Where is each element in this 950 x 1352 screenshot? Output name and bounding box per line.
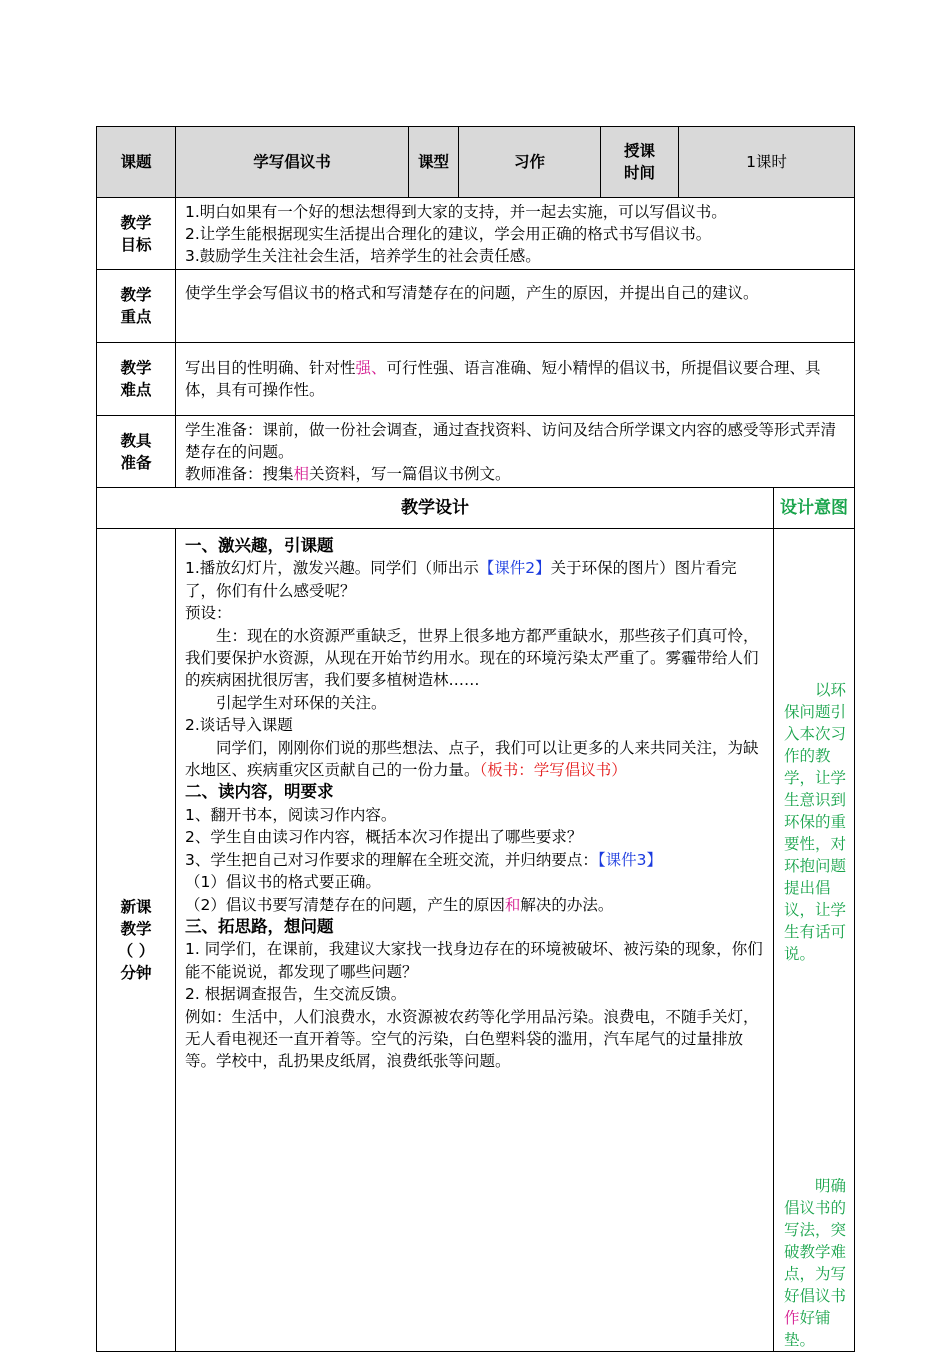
s2-r2-c: 解决的办法。 [520, 895, 614, 914]
section-3-title: 三、拓思路，想问题 [185, 916, 334, 936]
s2-l3-a: 3、学生把自己对习作要求的理解在全班交流，并归纳要点： [185, 850, 598, 869]
difficulty-label [97, 343, 176, 416]
design-intent [774, 529, 855, 1352]
design-head-left: 教学设计 [97, 488, 774, 529]
s1-para-1 [185, 557, 767, 602]
s1-p1-c: 关于环保的图片）图片看完了，你们有什么感受呢？ [185, 559, 737, 600]
side-label-line-4: 分钟 [120, 964, 152, 982]
section-2-title: 二、读内容，明要求 [185, 782, 334, 802]
s1-preset: 预设： [185, 604, 232, 623]
s1-para-2: 2.谈话导入课题 [185, 716, 293, 735]
teacher-prep-b: 相 [293, 465, 310, 483]
lesson-plan-table [96, 126, 855, 1352]
tools-row [97, 416, 855, 488]
topic-label: 课题 [97, 127, 176, 198]
s2-line-1: 1、翻开书本，阅读习作内容。 [185, 805, 397, 824]
blackboard-note: （板书：学写倡议书） [479, 761, 627, 780]
tools-label-line-2: 准备 [120, 453, 152, 472]
teacher-prep-c: 关资料，写一篇倡议书例文。 [309, 465, 511, 483]
difficulty-label-line-2: 难点 [120, 381, 152, 399]
type-value: 习作 [459, 127, 601, 198]
s2-requirement-2 [185, 894, 767, 916]
s1-answer: 生：现在的水资源严重缺乏，世界上很多地方都严重缺水，那些孩子们真可怜，我们要保护水资源，从现在开始节约用水。现在的环境污染太严重了。雾霾带给人们的疾病困扰很厉害，我们要多植树造林…… [185, 626, 759, 690]
s1-para-2-text [185, 737, 767, 782]
intent-1: 以环保问题引入本次习作的教学，让学生意识到环保的重要性，对环抱问题提出倡议，让学生有话可说。 [784, 681, 847, 963]
courseware-2-link: 【课件2】 [478, 559, 551, 578]
design-content [176, 529, 774, 1352]
hours-value: 1课时 [679, 127, 855, 198]
focus-label [97, 270, 176, 343]
difficulty-text-b: 强、 [355, 359, 387, 377]
goals-content [176, 198, 855, 270]
tools-label-line-1: 教具 [120, 431, 152, 450]
s3-line-1: 1. 同学们，在课前，我建议大家找一找身边存在的环境被破坏、被污染的现象，你们能不能说说，都发现了哪些问题？ [185, 940, 763, 981]
focus-text: 使学生学会写倡议书的格式和写清楚存在的问题，产生的原因，并提出自己的建议。 [185, 284, 759, 302]
focus-row [97, 270, 855, 343]
difficulty-row [97, 343, 855, 416]
difficulty-text-a: 写出目的性明确、针对性 [185, 359, 356, 377]
difficulty-text [185, 357, 848, 401]
s1-lead: 引起学生对环保的关注。 [216, 693, 387, 712]
goal-line: 3.鼓励学生关注社会生活，培养学生的社会责任感。 [185, 247, 541, 265]
side-label-line-1: 新课 [120, 898, 152, 916]
focus-label-line-1: 教学 [120, 286, 152, 304]
side-label-line-3: （ ） [117, 942, 155, 960]
focus-label-line-2: 重点 [120, 308, 152, 326]
time-label-line-1: 授课 [623, 142, 655, 160]
goal-line: 2.让学生能根据现实生活提出合理化的建议，学会用正确的格式书写倡议书。 [185, 225, 712, 243]
goal-line: 1.明白如果有一个好的想法想得到大家的支持，并一起去实施，可以写倡议书。 [185, 203, 727, 221]
goals-label-line-1: 教学 [120, 213, 152, 232]
tools-label [97, 416, 176, 488]
student-prep: 学生准备：课前，做一份社会调查，通过查找资料、访问及结合所学课文内容的感受等形式弄清楚存在的问题。 [185, 421, 837, 461]
difficulty-content [176, 343, 855, 416]
section-1-title: 一、激兴趣，引课题 [185, 536, 334, 555]
header-row [97, 127, 855, 198]
tools-content [176, 416, 855, 488]
intent-2-a: 明确倡议书的写法，突破教学难点，为写好倡议书 [784, 1177, 847, 1305]
goals-row [97, 198, 855, 270]
goals-label [97, 198, 176, 270]
topic-value: 学写倡议书 [176, 127, 409, 198]
type-label: 课型 [409, 127, 459, 198]
s1-p1-a: 1.播放幻灯片，激发兴趣。同学们（师出示 [185, 559, 479, 578]
s3-example: 例如：生活中，人们浪费水，水资源被农药等化学用品污染。浪费电，不随手关灯，无人看电视还一直开着等。空气的污染，白色塑料袋的滥用，汽车尾气的过量排放等。学校中，乱扔果皮纸屑，浪费纸张等问题。 [185, 1007, 759, 1071]
s1-p2-text-a: 同学们，刚刚你们说的那些想法、点子，我们可以让更多的人来共同关注，为缺水地区、疾病重灾区贡献自己的一份力量。 [185, 738, 759, 780]
s3-line-2: 2. 根据调查报告，生交流反馈。 [185, 985, 407, 1004]
design-body-row [97, 529, 855, 1352]
design-head-right: 设计意图 [774, 488, 855, 529]
time-label-line-2: 时间 [623, 164, 655, 182]
design-side-label [97, 529, 176, 1352]
teacher-prep [185, 463, 848, 485]
difficulty-text-c: 可行性强、语言准确、短小精悍的倡议书，所提倡议要合理、具体，具有可操作性。 [185, 359, 821, 399]
side-label-line-2: 教学 [120, 920, 152, 938]
difficulty-label-line-1: 教学 [120, 359, 152, 377]
design-header-row [97, 488, 855, 529]
focus-content [176, 270, 855, 343]
goals-label-line-2: 目标 [120, 235, 152, 254]
intent-2-c: 好铺垫。 [784, 1309, 831, 1349]
s2-line-3 [185, 849, 767, 871]
intent-2 [784, 1175, 848, 1351]
s2-r2-a: （2）倡议书要写清楚存在的问题，产生的原因 [185, 895, 505, 914]
teacher-prep-a: 教师准备：搜集 [185, 465, 294, 483]
s2-requirement-1: （1）倡议书的格式要正确。 [185, 873, 381, 892]
s2-line-2: 2、学生自由读习作内容，概括本次习作提出了哪些要求？ [185, 828, 583, 847]
courseware-3-link: 【课件3】 [597, 850, 662, 869]
time-label [601, 127, 679, 198]
s2-r2-b: 和 [504, 895, 521, 914]
intent-2-b: 作 [784, 1309, 800, 1327]
